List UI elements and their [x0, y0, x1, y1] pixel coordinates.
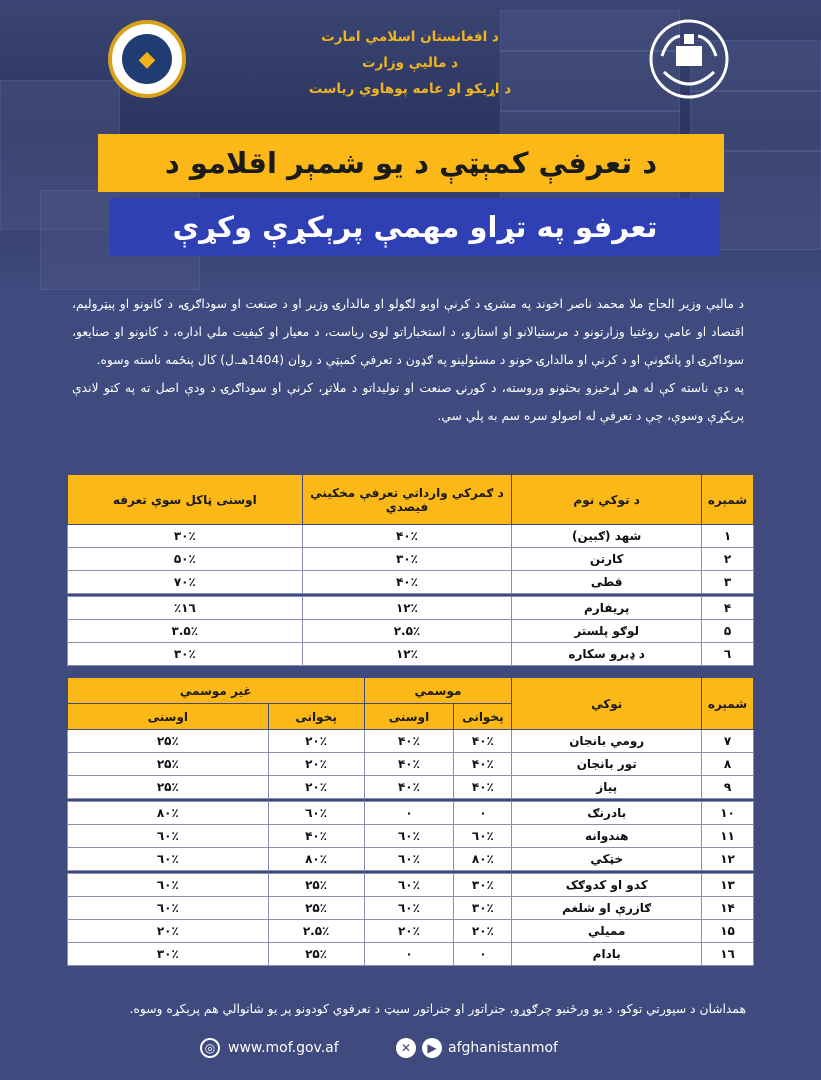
row-num: ١٣: [702, 874, 754, 897]
tariff-table-1: [67, 474, 754, 666]
header-seasonal: موسمي: [364, 678, 512, 704]
social-links[interactable]: [396, 1036, 558, 1060]
row-new-tariff: ۱٦٪: [68, 597, 303, 620]
row-seasonal-before: ۳۰٪: [454, 897, 512, 920]
row-num: ١٦: [702, 943, 754, 966]
row-nonseasonal-current: ٦۰٪: [68, 897, 269, 920]
row-nonseasonal-current: ۲۰٪: [68, 920, 269, 943]
table-row: [68, 571, 754, 594]
row-item: بادام: [512, 943, 702, 966]
row-num: ١٠: [702, 802, 754, 825]
row-item: مميلي: [512, 920, 702, 943]
row-num: ١: [702, 525, 754, 548]
header-line-3: د اړيکو او عامه پوهاوي رياست: [308, 81, 512, 97]
row-item: هندوانه: [512, 825, 702, 848]
table-row: [68, 874, 754, 897]
row-nonseasonal-before: ۲۰٪: [268, 753, 364, 776]
header-num-2: شمېره: [702, 678, 754, 730]
header-customs: د ګمرکي وارداتي تعرفې مخکيني فيصدي: [302, 475, 512, 525]
row-nonseasonal-before: ۴۰٪: [268, 825, 364, 848]
header-nonseasonal-current: اوسنی: [68, 704, 269, 730]
header-nonseasonal: غير موسمي: [68, 678, 365, 704]
hero-banner: [0, 0, 821, 290]
state-emblem-icon: [644, 14, 734, 104]
table-row: [68, 943, 754, 966]
row-item: ګازرې او شلغم: [512, 897, 702, 920]
header-org-lines: [260, 24, 560, 102]
row-seasonal-before: ۲۰٪: [454, 920, 512, 943]
row-seasonal-current: ۲۰٪: [364, 920, 454, 943]
table-row: [68, 753, 754, 776]
header-nonseasonal-before: پخوانی: [268, 704, 364, 730]
header-new: اوسنی ټاکل سوې تعرفه: [68, 475, 303, 525]
table-row: [68, 848, 754, 871]
title-line-2: تعرفو په تړاو مهمې پرېکړې وکړې: [110, 198, 720, 256]
row-item: پياز: [512, 776, 702, 799]
header-item-2: توکي: [512, 678, 702, 730]
table-row: [68, 597, 754, 620]
ministry-logo: [108, 20, 186, 98]
table-row: [68, 643, 754, 666]
row-nonseasonal-before: ۲۵٪: [268, 897, 364, 920]
row-seasonal-before: ۸۰٪: [454, 848, 512, 871]
website-text: www.mof.gov.af: [228, 1040, 339, 1056]
row-num: ١۵: [702, 920, 754, 943]
table-row: [68, 802, 754, 825]
row-nonseasonal-current: ۲۵٪: [68, 753, 269, 776]
row-seasonal-before: ۴۰٪: [454, 776, 512, 799]
row-nonseasonal-before: ۸۰٪: [268, 848, 364, 871]
finance-emblem-icon: ◆: [122, 34, 172, 84]
row-new-tariff: ۳۰٪: [68, 525, 303, 548]
title-line-1: د تعرفې کمېټې د يو شمېر اقلامو د: [98, 134, 724, 192]
header-seasonal-before: پخوانی: [454, 704, 512, 730]
row-nonseasonal-before: ۲.۵٪: [268, 920, 364, 943]
row-seasonal-current: ٦۰٪: [364, 897, 454, 920]
row-seasonal-current: ۴۰٪: [364, 753, 454, 776]
row-nonseasonal-current: ۲۵٪: [68, 776, 269, 799]
header-item: د توکي نوم: [512, 475, 702, 525]
row-num: ١١: [702, 825, 754, 848]
row-seasonal-current: ۰: [364, 943, 454, 966]
row-old-tariff: ۴۰٪: [302, 525, 512, 548]
row-seasonal-before: ۳۰٪: [454, 874, 512, 897]
row-old-tariff: ۱۲٪: [302, 643, 512, 666]
footer-note: همداشان د سپورتي توکو، د يو ورځنيو چرګوړو، جنراتور او جنراتور سيټ د تعرفوي کودونو پر يو شانوالي هم پرېکړه وسوه.: [129, 1002, 746, 1016]
row-seasonal-current: ۴۰٪: [364, 776, 454, 799]
row-seasonal-current: ٦۰٪: [364, 848, 454, 871]
intro-text: [72, 290, 744, 430]
row-item: تور بانجان: [512, 753, 702, 776]
row-seasonal-current: ۴۰٪: [364, 730, 454, 753]
row-item: بادرنګ: [512, 802, 702, 825]
table-row: [68, 620, 754, 643]
row-num: ۵: [702, 620, 754, 643]
row-num: ٢: [702, 548, 754, 571]
row-nonseasonal-before: ۲۰٪: [268, 730, 364, 753]
tariff-table-2: [67, 677, 754, 966]
row-num: ٨: [702, 753, 754, 776]
row-item: قطی: [512, 571, 702, 594]
table-row: [68, 920, 754, 943]
social-handle: afghanistanmof: [448, 1040, 558, 1056]
intro-paragraph-1: د ماليې وزير الحاج ملا محمد ناصر اخوند په مشرۍ د کرنې اوبو لګولو او مالدارۍ وزير او د صنعت او سوداګرۍ، د کانونو او پيټروليم، اقتصاد او عامې روغتيا وزارتونو د مرستيالانو او استازو، د استخباراتو لوی رياست، د معيار او کيفيت ملي اداره، د کانونو او صنايعو، سوداګرۍ او پانګونې او د کرنې او مالدارۍ خونو د مسئولينو په ګډون د تعرفې کمېټې د روان (1404هـ.ل) کال پنځمه ناسته وسوه.: [72, 297, 744, 367]
row-new-tariff: ۳.۵٪: [68, 620, 303, 643]
table-row: [68, 730, 754, 753]
table-row: [68, 776, 754, 799]
row-nonseasonal-current: ۸۰٪: [68, 802, 269, 825]
row-seasonal-current: ۰: [364, 802, 454, 825]
row-seasonal-before: ٦۰٪: [454, 825, 512, 848]
row-num: ٩: [702, 776, 754, 799]
row-new-tariff: ۵۰٪: [68, 548, 303, 571]
row-seasonal-before: ۰: [454, 943, 512, 966]
row-num: ١۴: [702, 897, 754, 920]
row-nonseasonal-before: ۲۰٪: [268, 776, 364, 799]
row-seasonal-before: ۴۰٪: [454, 753, 512, 776]
row-seasonal-current: ٦۰٪: [364, 825, 454, 848]
globe-icon: ◎: [200, 1038, 220, 1058]
row-seasonal-before: ۴۰٪: [454, 730, 512, 753]
header-line-1: د افغانستان اسلامي امارت: [321, 29, 499, 45]
row-item: پريفارم: [512, 597, 702, 620]
row-item: رومي بانجان: [512, 730, 702, 753]
row-nonseasonal-before: ۲۵٪: [268, 874, 364, 897]
row-new-tariff: ۷۰٪: [68, 571, 303, 594]
header-seasonal-current: اوسنی: [364, 704, 454, 730]
row-item: خټکي: [512, 848, 702, 871]
row-seasonal-current: ٦۰٪: [364, 874, 454, 897]
row-num: ١٢: [702, 848, 754, 871]
row-nonseasonal-current: ٦۰٪: [68, 825, 269, 848]
row-old-tariff: ۲.۵٪: [302, 620, 512, 643]
row-item: کدو او کدوګک: [512, 874, 702, 897]
row-old-tariff: ۴۰٪: [302, 571, 512, 594]
row-item: د ډبرو سکاره: [512, 643, 702, 666]
intro-paragraph-2: په دې ناسته کې له هر اړخيزو بحثونو وروسته، د کورنۍ صنعت او توليداتو د ملاتړ، کرنې او سوداګرۍ د ودې اصل ته په کتو لاندې پرېکړې وسوې، چې د تعرفې له اصولو سره سم به پلي سي.: [72, 381, 744, 423]
website-link[interactable]: [200, 1036, 339, 1060]
table-row: [68, 825, 754, 848]
row-old-tariff: ۳۰٪: [302, 548, 512, 571]
row-num: ٧: [702, 730, 754, 753]
header-num: شمېره: [702, 475, 754, 525]
row-num: ٦: [702, 643, 754, 666]
row-num: ۴: [702, 597, 754, 620]
table-row: [68, 548, 754, 571]
row-num: ٣: [702, 571, 754, 594]
youtube-icon[interactable]: ▶: [422, 1038, 442, 1058]
header-line-2: د ماليې وزارت: [361, 55, 459, 71]
row-nonseasonal-before: ٦۰٪: [268, 802, 364, 825]
row-nonseasonal-current: ٦۰٪: [68, 848, 269, 871]
table-row: [68, 525, 754, 548]
row-nonseasonal-current: ٦۰٪: [68, 874, 269, 897]
table-row: [68, 897, 754, 920]
x-icon[interactable]: ✕: [396, 1038, 416, 1058]
row-nonseasonal-current: ۳۰٪: [68, 943, 269, 966]
row-nonseasonal-before: ۲۵٪: [268, 943, 364, 966]
row-new-tariff: ۳۰٪: [68, 643, 303, 666]
row-item: لوګو پلستر: [512, 620, 702, 643]
row-old-tariff: ۱۲٪: [302, 597, 512, 620]
row-item: کارتن: [512, 548, 702, 571]
row-item: شهد (ګبين): [512, 525, 702, 548]
row-nonseasonal-current: ۲۵٪: [68, 730, 269, 753]
row-seasonal-before: ۰: [454, 802, 512, 825]
